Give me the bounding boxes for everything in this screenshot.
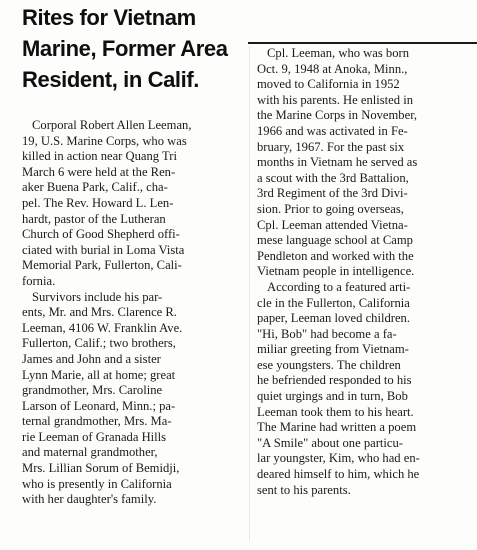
text-line: he befriended responded to his (257, 373, 412, 388)
paragraph-children (257, 280, 471, 498)
text-line: moved to California in 1952 (257, 77, 400, 92)
text-line: Oct. 9, 1948 at Anoka, Minn., (257, 61, 408, 76)
right-column (257, 46, 471, 498)
text-line: Larson of Leonard, Minn.; pa- (22, 398, 176, 413)
text-line: March 6 were held at the Ren- (22, 164, 176, 179)
text-line: who is presently in California (22, 476, 172, 491)
headline-line: Resident, in Calif. (22, 67, 199, 92)
text-line: Survivors include his par- (32, 289, 163, 304)
text-line: cle in the Fullerton, California (257, 295, 410, 310)
text-line: Cpl. Leeman attended Vietna- (257, 217, 408, 232)
text-line: Memorial Park, Fullerton, Cali- (22, 258, 182, 273)
column-gutter (249, 46, 250, 541)
text-line: deared himself to him, which he (257, 467, 420, 482)
text-line: Cpl. Leeman, who was born (267, 46, 409, 60)
column-rule (248, 42, 477, 44)
text-line: 1966 and was activated in Fe- (257, 123, 408, 138)
text-line: Corporal Robert Allen Leeman, (32, 118, 192, 132)
text-line: Lynn Marie, all at home; great (22, 367, 176, 382)
text-line: hardt, pastor of the Lutheran (22, 211, 166, 226)
paragraph-funeral (22, 118, 244, 290)
paragraph-biography (257, 46, 471, 280)
text-line: fornia. (22, 273, 56, 288)
text-line: Vietnam people in intelligence. (257, 264, 415, 279)
text-line: ternal grandmother, Mrs. Ma- (22, 414, 172, 429)
text-line: a scout with the 3rd Battalion, (257, 170, 409, 185)
text-line: paper, Leeman loved children. (257, 311, 411, 326)
text-line: Mrs. Lillian Sorum of Bemidji, (22, 461, 180, 476)
text-line: killed in action near Quang Tri (22, 149, 177, 164)
text-line: the Marine Corps in November, (257, 108, 418, 123)
text-line: miliar greeting from Vietnam- (257, 342, 409, 357)
text-line: with her daughter's family. (22, 492, 157, 507)
text-line: Leeman, 4106 W. Franklin Ave. (22, 320, 183, 335)
text-line: grandmother, Mrs. Caroline (22, 383, 163, 398)
text-line: 3rd Regiment of the 3rd Divi- (257, 186, 408, 201)
text-line: lar youngster, Kim, who had en- (257, 451, 420, 466)
paragraph-survivors (22, 290, 244, 508)
headline-line: Marine, Former Area (22, 36, 228, 61)
text-line: ciated with burial in Loma Vista (22, 242, 185, 257)
text-line: quiet urgings and in turn, Bob (257, 389, 408, 404)
left-column (22, 118, 244, 508)
text-line: Church of Good Shepherd offi- (22, 227, 180, 242)
text-line: James and John and a sister (22, 351, 161, 366)
text-line: 19, U.S. Marine Corps, who was (22, 133, 187, 148)
text-line: and maternal grandmother, (22, 445, 158, 460)
headline-line: Rites for Vietnam (22, 5, 196, 30)
text-line: sent to his parents. (257, 482, 351, 497)
text-line: aker Buena Park, Calif., cha- (22, 180, 168, 195)
text-line: "A Smile" about one particu- (257, 435, 403, 450)
text-line: Fullerton, Calif.; two brothers, (22, 336, 176, 351)
text-line: "Hi, Bob" had become a fa- (257, 326, 397, 341)
text-line: Pendleton and worked with the (257, 248, 414, 263)
text-line: pel. The Rev. Howard L. Len- (22, 195, 174, 210)
text-line: rie Leeman of Granada Hills (22, 429, 167, 444)
text-line: months in Vietnam he served as (257, 155, 418, 170)
text-line: ents, Mr. and Mrs. Clarence R. (22, 305, 177, 320)
text-line: with his parents. He enlisted in (257, 92, 413, 107)
text-line: ese youngsters. The children (257, 357, 401, 372)
text-line: bruary, 1967. For the past six (257, 139, 405, 154)
text-line: According to a featured arti- (267, 279, 411, 294)
text-line: mese language school at Camp (257, 233, 413, 248)
text-line: Leeman took them to his heart. (257, 404, 414, 419)
headline (22, 2, 247, 95)
text-line: sion. Prior to going overseas, (257, 201, 404, 216)
text-line: The Marine had written a poem (257, 420, 417, 435)
